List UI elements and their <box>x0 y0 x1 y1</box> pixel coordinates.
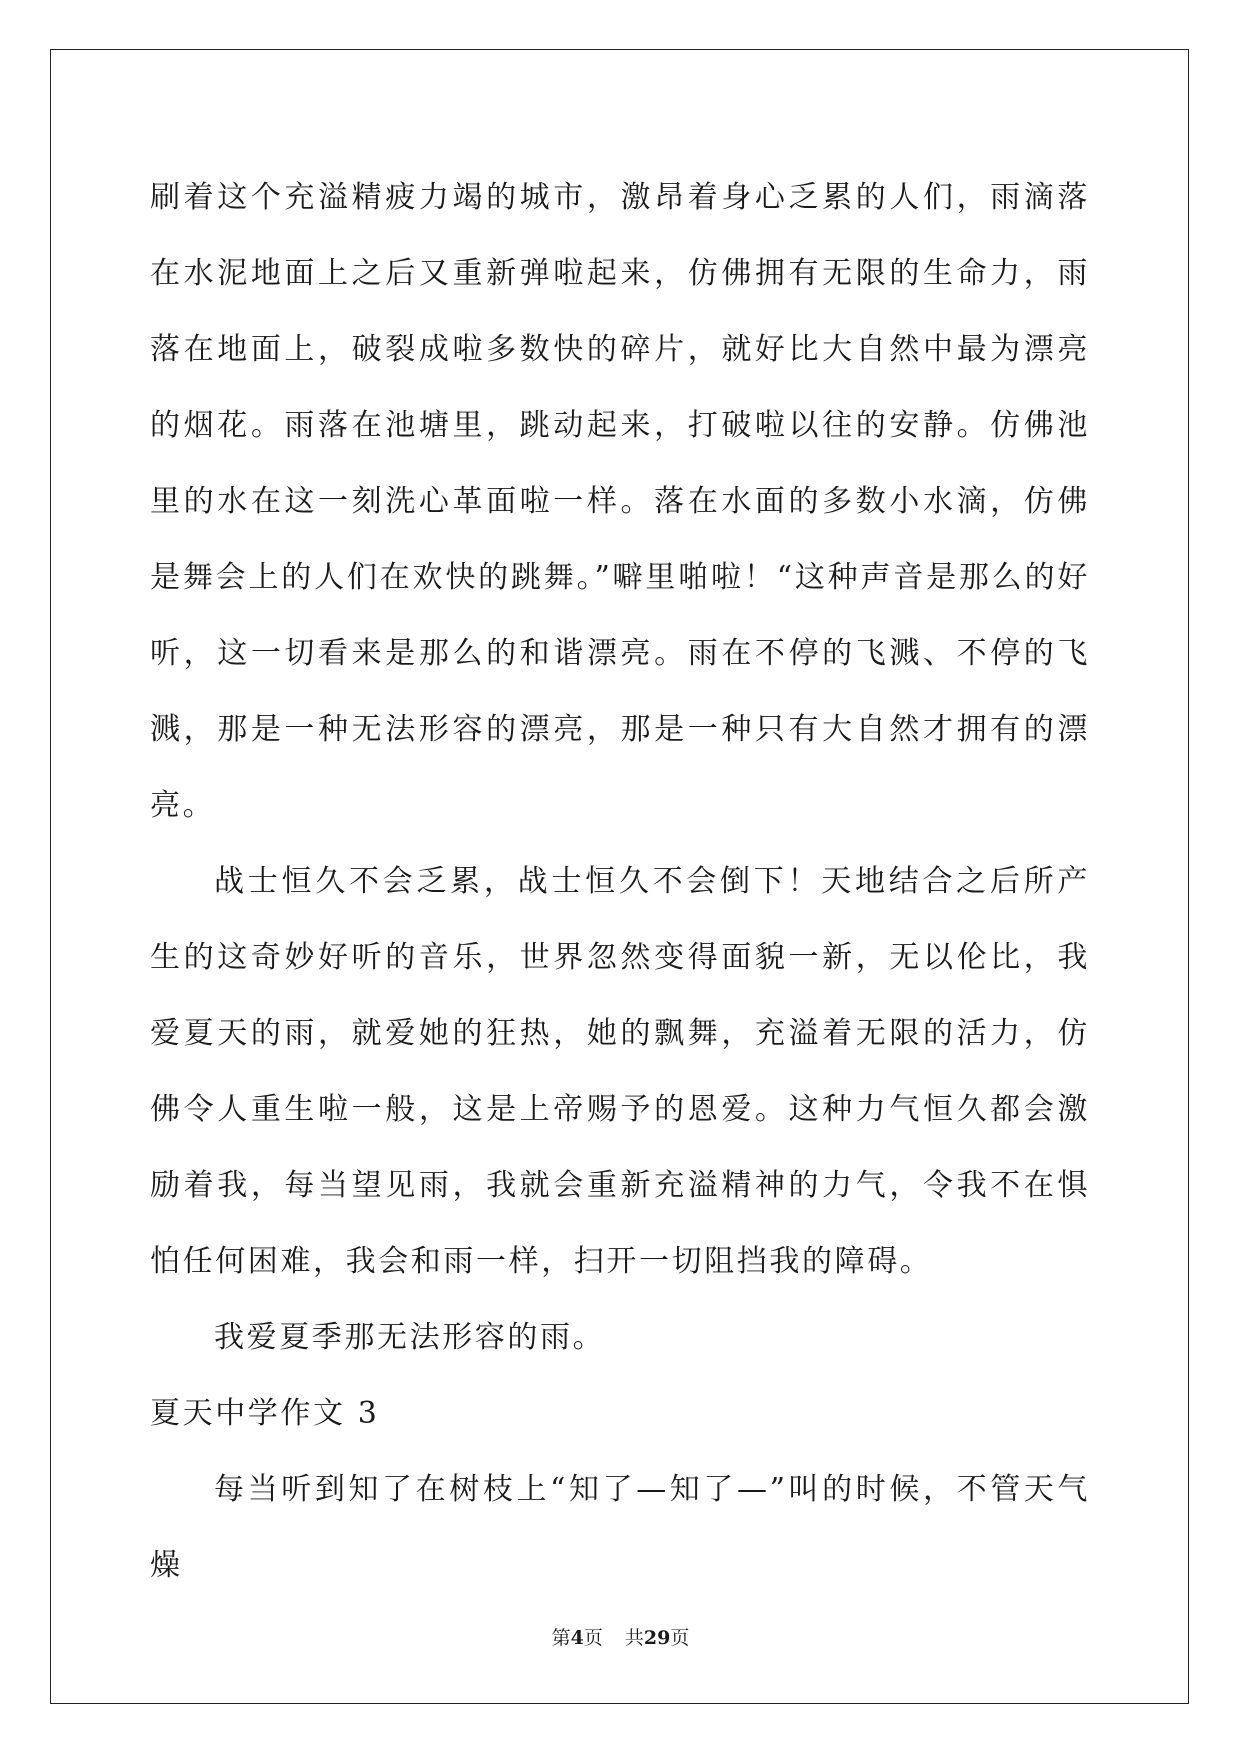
footer-page-suffix: 页 <box>583 1627 603 1649</box>
document-body <box>150 160 1090 1604</box>
footer-total-suffix: 页 <box>670 1627 690 1649</box>
page-footer <box>0 1626 1241 1650</box>
footer-page-prefix: 第 <box>551 1627 571 1649</box>
paragraph-3: 我爱夏季那无法形容的雨。 <box>214 1320 606 1355</box>
footer-total-pages: 29 <box>643 1627 671 1649</box>
paragraph-2: 战士恒久不会乏累，战士恒久不会倒下！天地结合之后所产生的这奇妙好听的音乐，世界忽然变得面貌一新，无以伦比，我爱夏天的雨，就爱她的狂热，她的飘舞，充溢着无限的活力，仿佛令人重生啦一般，这是上帝赐予的恩爱。这种力气恒久都会激励着我，每当望见雨，我就会重新充溢精神的力气，令我不在惧怕任何困难，我会和雨一样，扫开一切阻挡我的障碍。 <box>150 864 1090 1279</box>
footer-page-number: 4 <box>570 1627 584 1649</box>
section-heading: 夏天中学作文 3 <box>150 1396 380 1431</box>
paragraph-1: 刷着这个充溢精疲力竭的城市，激昂着身心乏累的人们，雨滴落在水泥地面上之后又重新弹啦起来，仿佛拥有无限的生命力，雨落在地面上，破裂成啦多数快的碎片，就好比大自然中最为漂亮的烟花。雨落在池塘里，跳动起来，打破啦以往的安静。仿佛池里的水在这一刻洗心革面啦一样。落在水面的多数小水滴，仿佛是舞会上的人们在欢快的跳舞。”噼里啪啦！“这种声音是那么的好听，这一切看来是那么的和谐漂亮。雨在不停的飞溅、不停的飞溅，那是一种无法形容的漂亮，那是一种只有大自然才拥有的漂亮。 <box>150 180 1090 823</box>
paragraph-4: 每当听到知了在树枝上“知了—知了—”叫的时候，不管天气燥 <box>150 1472 1090 1583</box>
footer-total-prefix: 共 <box>624 1627 644 1649</box>
